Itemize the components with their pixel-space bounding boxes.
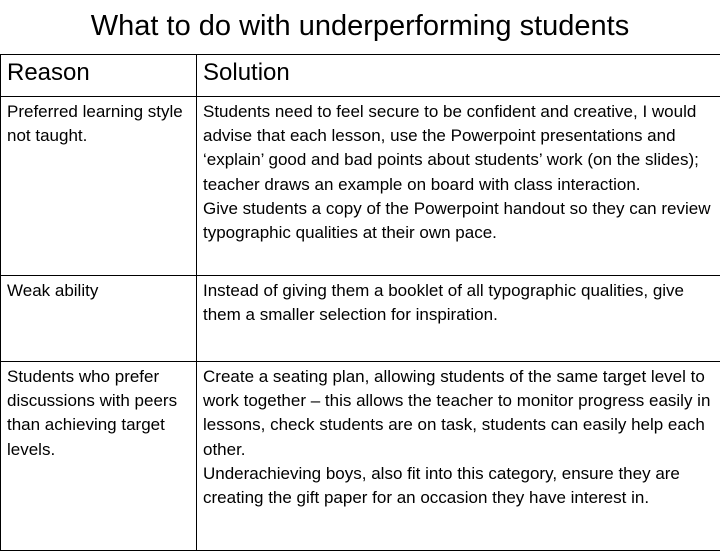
table-row [1,276,720,362]
solution-cell [197,97,720,276]
header-solution: Solution [197,55,720,97]
students-table [0,54,720,551]
solution-paragraph: Give students a copy of the Powerpoint handout so they can review typographic qualities at their own pace. [203,197,715,245]
solution-paragraph: Students need to feel secure to be confident and creative, I would advise that each lesson, use the Powerpoint presentations and ‘explain’ good and bad points about students’ work (on the slides); teacher draws an example on board with class interaction. [203,100,715,197]
solution-cell [197,362,720,551]
table-row [1,97,720,276]
page-title: What to do with underperforming students [0,8,720,44]
solution-paragraph: Instead of giving them a booklet of all typographic qualities, give them a smaller selection for inspiration. [203,279,715,327]
table-row [1,362,720,551]
header-reason: Reason [1,55,197,97]
table-header-row [1,55,720,97]
reason-cell: Preferred learning style not taught. [1,97,197,276]
solution-paragraph: Create a seating plan, allowing students of the same target level to work together – this allows the teacher to monitor progress easily in lessons, check students are on task, students can easily help each other. [203,365,715,462]
solution-cell [197,276,720,362]
solution-paragraph: Underachieving boys, also fit into this category, ensure they are creating the gift paper for an occasion they have interest in. [203,462,715,510]
reason-cell: Students who prefer discussions with peers than achieving target levels. [1,362,197,551]
reason-cell: Weak ability [1,276,197,362]
